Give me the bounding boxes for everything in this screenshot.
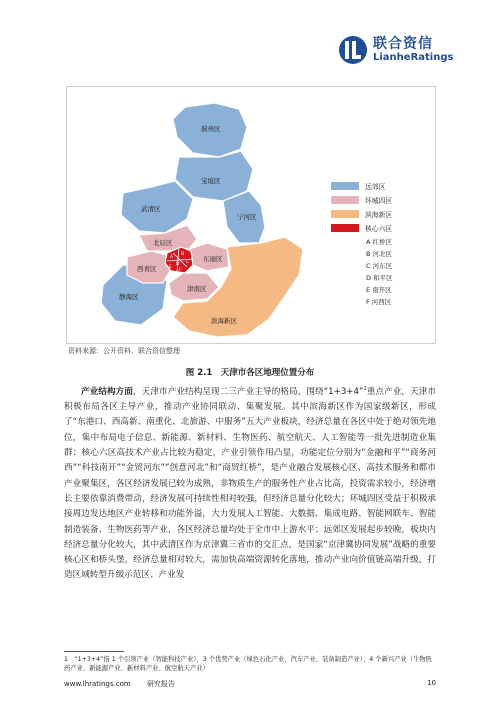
letter-e: E [169,265,172,270]
brand-name-en: LianheRatings [373,52,454,64]
body-paragraph [64,382,436,584]
legend-letter: D 和平区 [366,273,393,282]
legend-label: 远郊区 [365,183,386,191]
legend-item [331,207,393,221]
brand-logo [339,36,453,64]
label-jinghai: 静海区 [119,293,139,301]
legend-letter: E 南开区 [366,285,392,294]
letter-d: D [176,262,180,267]
label-binhai: 滨海新区 [211,317,237,325]
page-number: 10 [427,679,436,687]
paragraph-text-2: 重点产业，天津市积极布局各区主导产业，推动产业协同联动、集聚发展。其中滨海新区作为国家级新区，形成了“东港口、西高新、南重化、北旅游、中服务”五大产业板块，经济总量在各区中处于绝对领先地位，集中布局电子信息、新能源、新材料、生物医药、航空航天、人工智能等一批先进制造业集群；核心六区高技术产业占比较为稳定，产业引领作用凸显，功能定位分别为“金融和平”“商务河西”“科技南开”“金贸河东”“创意河北”和“商贸红桥”，是产业融合发展核心区、高技术服务和都市产业聚集区，各区经济发展已较为成熟，非物质生产的服务性产业占比高，投资需求较小，经济增长主要依靠消费带动，经济发展可持续性相对较强，但经济总量分化较大；环城四区受益于积极承接周边发达地区产业转移和功能外溢，大力发展人工智能、大数据、集成电路、智能网联车、智能制造装备、生物医药等产业，各区经济总量均处于全市中上游水平；远郊区发展起步较晚，板块内经济总量分化较大，其中武清区作为京津冀三省市的交汇点，是国家“京津冀协同发展”战略的重要核心区和桥头堡，经济总量相对较大，需加快高端资源转化落地，推动产业向价值链高端升级，打造区域转型升级示范区、产业发 [64,386,436,581]
footnote: 1 “1+3+4”指 1 个引领产业（智能科技产业）、3 个优势产业（绿色石化产业、汽车产业、装备制造产业）、4 个新兴产业（生物医药产业、新能源产业、新材料产业、航空航天产业） [64,656,432,672]
legend-swatch [331,224,359,232]
page-footer [64,679,436,689]
label-xiqing: 西青区 [137,265,157,273]
footnote-divider [64,651,124,652]
label-jinnan: 津南区 [187,285,207,293]
letter-f: F [179,268,182,273]
legend-swatch [331,210,359,218]
letter-c: C [186,260,190,265]
label-beichen: 北辰区 [153,239,173,247]
legend-letter: C 河东区 [366,261,393,270]
brand-name-cn: 联合资信 [373,35,433,52]
paragraph-lead: 产业结构方面 [81,386,134,397]
label-dongli: 东丽区 [203,255,223,263]
legend-swatch [331,182,359,190]
legend-letter: B 河北区 [366,249,393,258]
footnote-ref[interactable]: 1 [363,386,367,392]
legend-item [331,179,393,193]
legend-label: 核心六区 [365,225,393,233]
letter-a: A [170,255,174,260]
figure-source: 资料来源：公开资料、联合资信整理 [68,347,180,355]
footer-website[interactable]: www.lhratings.com [64,680,131,688]
map-legend [331,179,393,307]
logo-icon [339,36,367,64]
figure-caption: 图 2.1 天津市各区地理位置分布 [185,368,315,378]
label-baodi: 宝坻区 [201,177,221,185]
legend-letter: F 河西区 [366,297,392,306]
legend-label: 滨海新区 [365,211,393,219]
label-wuqing: 武清区 [141,205,161,213]
label-ninghe: 宁河区 [237,213,257,221]
legend-swatch [331,196,359,204]
legend-item [331,193,393,207]
legend-label: 环城四区 [365,197,393,205]
label-jizhou: 蓟州区 [201,125,221,133]
legend-item [331,221,393,235]
tianjin-district-map [66,86,436,344]
letter-b: B [181,252,185,257]
legend-letter: A 红桥区 [366,237,393,246]
footer-doc-type: 研究报告 [146,680,175,688]
paragraph-text-1: ，天津市产业结构呈现二三产业主导的格局，围绕“1+3+4” [133,386,364,397]
